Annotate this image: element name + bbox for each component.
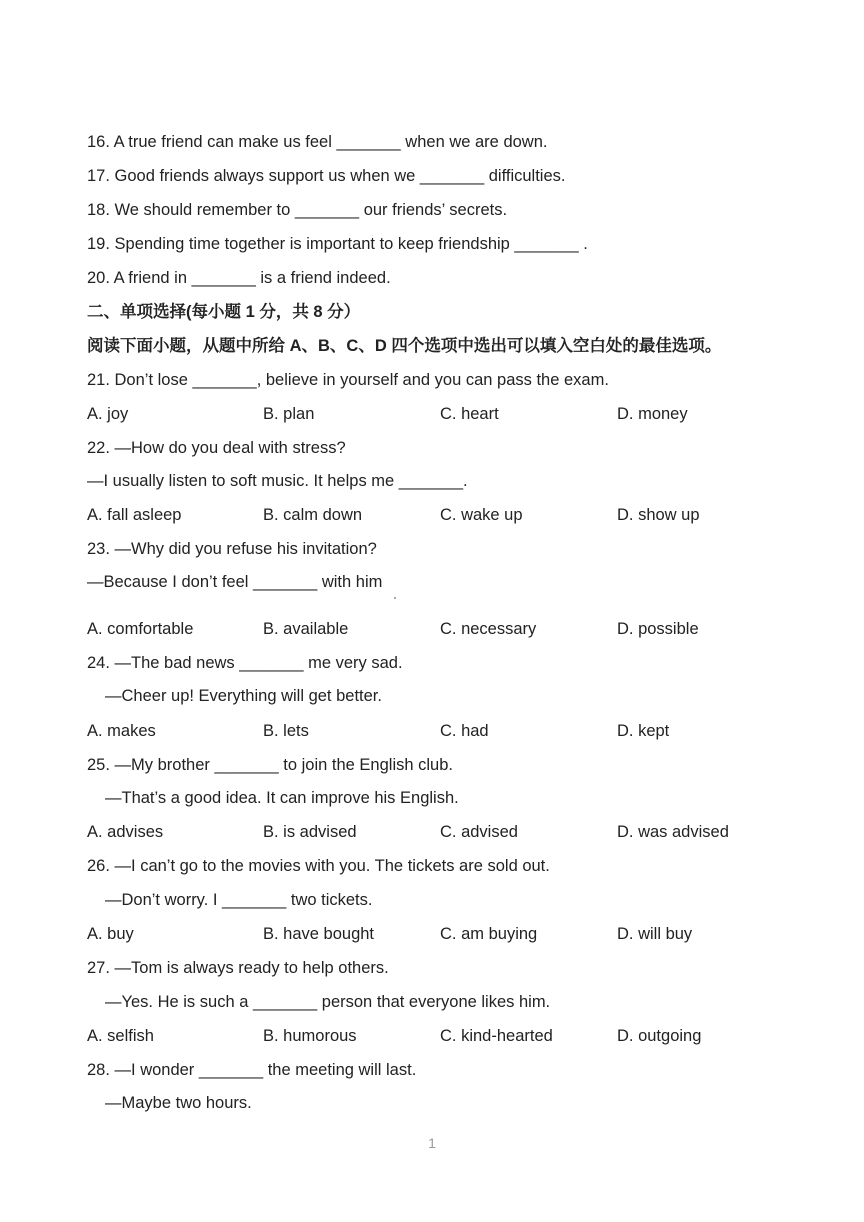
option-b: B. humorous [263, 1027, 357, 1045]
option-d: D. outgoing [617, 1027, 702, 1045]
stray-dot [394, 597, 396, 599]
option-d: D. kept [617, 722, 670, 740]
question-16: 16. A true friend can make us feel _______ when we are down. [87, 133, 548, 151]
question-28: 28. —I wonder _______ the meeting will last. [87, 1061, 417, 1079]
option-d: D. money [617, 405, 688, 423]
option-a: A. fall asleep [87, 506, 182, 524]
question-25: 25. —My brother _______ to join the English club. [87, 756, 453, 774]
option-c: C. advised [440, 823, 518, 841]
question-23: 23. —Why did you refuse his invitation? [87, 540, 377, 558]
option-c: C. heart [440, 405, 499, 423]
option-b: B. lets [263, 722, 309, 740]
option-d: D. possible [617, 620, 699, 638]
option-a: A. selfish [87, 1027, 154, 1045]
option-b: B. is advised [263, 823, 357, 841]
option-c: C. kind-hearted [440, 1027, 553, 1045]
option-c: C. wake up [440, 506, 523, 524]
question-25-reply: —That’s a good idea. It can improve his English. [105, 789, 459, 807]
options-23 [87, 618, 807, 640]
option-c: C. necessary [440, 620, 537, 638]
section-title: 二、单项选择(每小题 1 分，共 8 分） [87, 303, 361, 321]
option-a: A. buy [87, 925, 134, 943]
option-b: B. available [263, 620, 349, 638]
option-a: A. comfortable [87, 620, 194, 638]
question-24: 24. —The bad news _______ me very sad. [87, 654, 403, 672]
option-c: C. had [440, 722, 489, 740]
question-22: 22. —How do you deal with stress? [87, 439, 346, 457]
option-d: D. will buy [617, 925, 693, 943]
question-19: 19. Spending time together is important to keep friendship _______ . [87, 235, 588, 253]
options-25 [87, 821, 807, 843]
options-21 [87, 403, 807, 425]
question-24-reply: —Cheer up! Everything will get better. [105, 687, 382, 705]
option-a: A. advises [87, 823, 164, 841]
question-28-reply: —Maybe two hours. [105, 1094, 252, 1112]
option-c: C. am buying [440, 925, 538, 943]
question-27: 27. —Tom is always ready to help others. [87, 959, 389, 977]
question-26-reply: —Don’t worry. I _______ two tickets. [105, 891, 373, 909]
option-d: D. show up [617, 506, 700, 524]
question-27-reply: —Yes. He is such a _______ person that everyone likes him. [105, 993, 551, 1011]
options-24 [87, 720, 807, 742]
question-17: 17. Good friends always support us when we _______ difficulties. [87, 167, 566, 185]
section-instruction: 阅读下面小题，从题中所给 A、B、C、D 四个选项中选出可以填入空白处的最佳选项。 [87, 337, 722, 355]
question-20: 20. A friend in _______ is a friend indeed. [87, 269, 391, 287]
question-22-reply: —I usually listen to soft music. It helps me _______. [87, 472, 468, 490]
option-a: A. makes [87, 722, 156, 740]
option-d: D. was advised [617, 823, 729, 841]
options-22 [87, 504, 807, 526]
question-26: 26. —I can’t go to the movies with you. The tickets are sold out. [87, 857, 550, 875]
options-26 [87, 923, 807, 945]
option-a: A. joy [87, 405, 129, 423]
option-b: B. calm down [263, 506, 363, 524]
question-18: 18. We should remember to _______ our friends’ secrets. [87, 201, 508, 219]
question-21: 21. Don’t lose _______, believe in yourself and you can pass the exam. [87, 371, 609, 389]
page-number: 1 [428, 1135, 436, 1151]
option-b: B. have bought [263, 925, 375, 943]
options-27 [87, 1025, 807, 1047]
option-b: B. plan [263, 405, 315, 423]
question-23-reply: —Because I don’t feel _______ with him [87, 573, 383, 591]
